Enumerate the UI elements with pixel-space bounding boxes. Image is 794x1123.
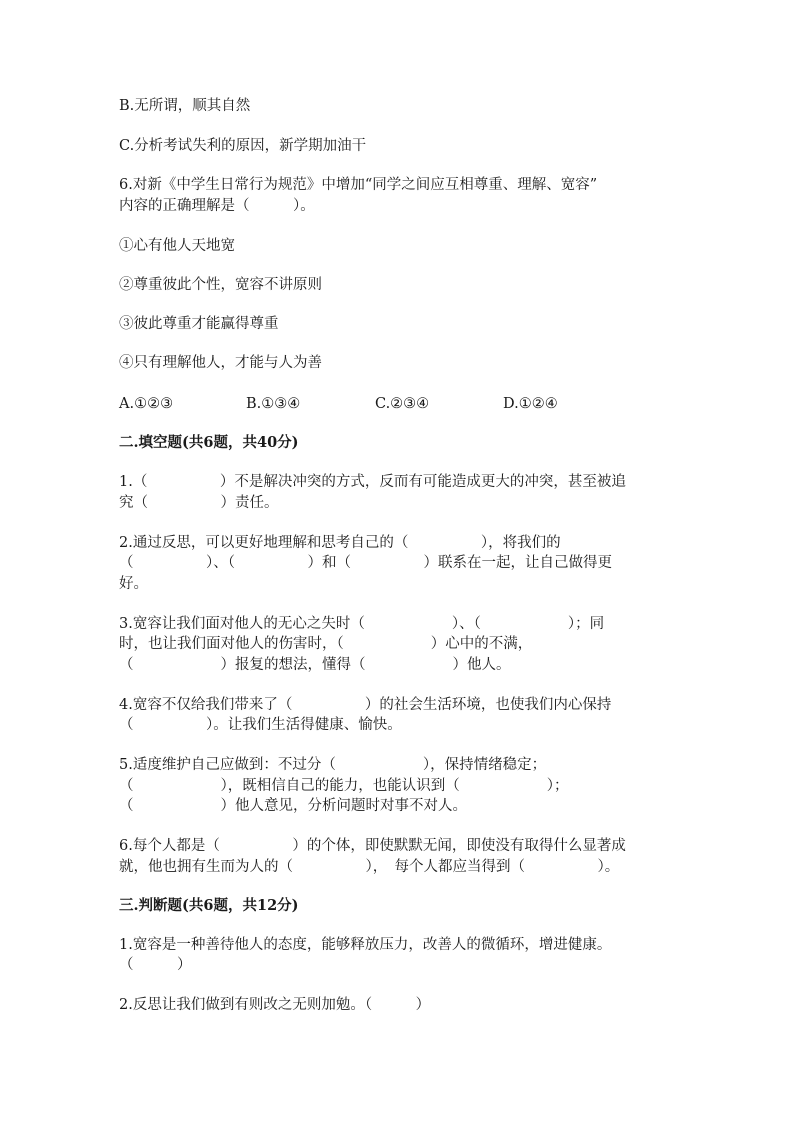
question-6-stem-line1: 6.对新《中学生日常行为规范》中增加“同学之间应互相尊重、理解、宽容” (119, 177, 598, 193)
statement-4: ④只有理解他人，才能与人为善 (119, 355, 322, 371)
fill-q5-line2: （ ），既相信自己的能力，也能认识到（ ）； (119, 778, 569, 794)
option-c: C.分析考试失利的原因，新学期加油干 (119, 138, 367, 154)
statement-2: ②尊重彼此个性，宽容不讲原则 (119, 277, 322, 293)
choice-b: B.①③④ (246, 396, 301, 412)
question-6-stem-line2: 内容的正确理解是（ ）。 (119, 198, 315, 214)
fill-q2-line1: 2.通过反思，可以更好地理解和思考自己的（ ），将我们的 (119, 535, 561, 551)
judge-q2-line1: 2.反思让我们做到有则改之无则加勉。（ ） (119, 997, 431, 1013)
fill-q1-line1: 1.（ ）不是解决冲突的方式，反而有可能造成更大的冲突，甚至被追 (119, 474, 626, 490)
fill-q3-line2: 时，也让我们面对他人的伤害时，（ ）心中的不满， (119, 636, 533, 652)
fill-q3-line3: （ ）报复的想法，懂得（ ）他人。 (119, 657, 511, 673)
fill-q5-line3: （ ）他人意见，分析问题时对事不对人。 (119, 798, 467, 814)
fill-q1-line2: 究（ ）责任。 (119, 495, 279, 511)
fill-q5-line1: 5.适度维护自己应做到：不过分（ ），保持情绪稳定； (119, 757, 547, 773)
fill-q6-line1: 6.每个人都是（ ）的个体，即使默默无闻，即使没有取得什么显著成 (119, 838, 626, 854)
statement-1: ①心有他人天地宽 (119, 238, 235, 254)
judge-q1-line1: 1.宽容是一种善待他人的态度，能够释放压力，改善人的微循环，增进健康。 (119, 937, 612, 953)
statement-3: ③彼此尊重才能赢得尊重 (119, 316, 279, 332)
option-b: B.无所谓，顺其自然 (119, 98, 251, 114)
choice-d: D.①②④ (503, 396, 558, 412)
fill-q2-line3: 好。 (119, 576, 148, 592)
section-2-heading: 二.填空题(共6题，共40分) (119, 434, 299, 451)
section-3-heading: 三.判断题(共6题，共12分) (119, 897, 299, 914)
fill-q4-line2: （ ）。让我们生活得健康、愉快。 (119, 717, 402, 733)
choice-c: C.②③④ (375, 396, 430, 412)
fill-q6-line2: 就，他也拥有生而为人的（ ）， 每个人都应当得到（ ）。 (119, 859, 620, 875)
judge-q1-line2: （ ） (119, 957, 192, 973)
fill-q2-line2: （ ）、（ ）和（ ）联系在一起，让自己做得更 (119, 555, 612, 571)
fill-q4-line1: 4.宽容不仅给我们带来了（ ）的社会生活环境，也使我们内心保持 (119, 697, 612, 713)
choice-a: A.①②③ (119, 396, 174, 412)
fill-q3-line1: 3.宽容让我们面对他人的无心之失时（ ）、（ ）；同 (119, 616, 605, 632)
